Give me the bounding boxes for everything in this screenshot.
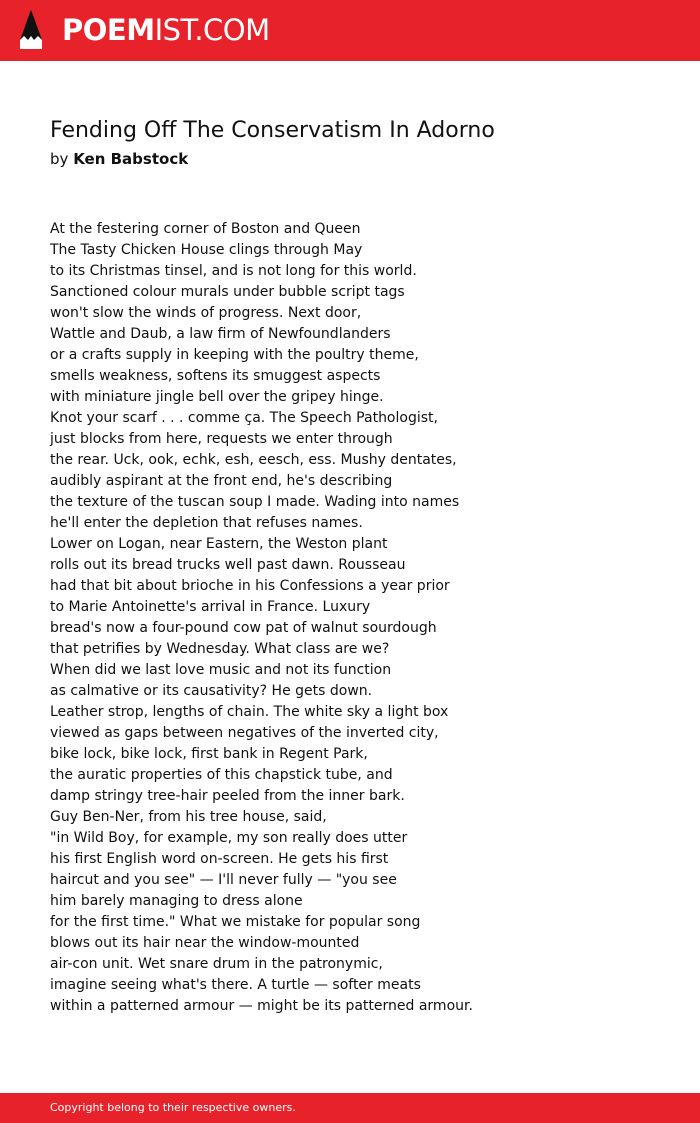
poem-line: "in Wild Boy, for example, my son really does utter [50,830,408,846]
poem-line: just blocks from here, requests we enter through [50,431,393,447]
poem-line: bike lock, bike lock, first bank in Regent Park, [50,746,368,762]
poem-line: Leather strop, lengths of chain. The white sky a light box [50,704,449,720]
poem-line: rolls out its bread trucks well past dawn. Rousseau [50,557,406,573]
poem-line: bread's now a four-pound cow pat of walnut sourdough [50,620,437,636]
poem-line: for the first time." What we mistake for popular song [50,914,421,930]
logo-text-bold: POEM [62,13,155,47]
poem-line: with miniature jingle bell over the gripey hinge. [50,389,384,405]
site-header [0,0,700,61]
poem-line: air-con unit. Wet snare drum in the patronymic, [50,956,383,972]
poem-line: the auratic properties of this chapstick tube, and [50,767,393,783]
poem-byline [50,149,188,169]
site-logo[interactable] [62,12,270,48]
poem-title: Fending Off The Conservatism In Adorno [50,118,495,143]
poem-author: Ken Babstock [73,150,189,168]
poem-line: The Tasty Chicken House clings through May [50,242,363,258]
poem-line: the texture of the tuscan soup I made. Wading into names [50,494,460,510]
poem-line: Knot your scarf . . . comme ça. The Speech Pathologist, [50,410,438,426]
poem-line: Wattle and Daub, a law firm of Newfoundlanders [50,326,391,342]
poem-line: blows out its hair near the window-mounted [50,935,360,951]
poem-line: had that bit about brioche in his Confessions a year prior [50,578,450,594]
poem-line: haircut and you see" — I'll never fully — "you see [50,872,397,888]
poem-line: or a crafts supply in keeping with the poultry theme, [50,347,419,363]
site-footer [0,1093,700,1123]
poem-line: to its Christmas tinsel, and is not long for this world. [50,263,417,279]
footer-copyright: Copyright belong to their respective owners. [50,1101,296,1114]
poem-line: audibly aspirant at the front end, he's describing [50,473,393,489]
poem-line: When did we last love music and not its function [50,662,392,678]
poem-body [50,219,670,1017]
poem-line: within a patterned armour — might be its patterned armour. [50,998,473,1014]
poem-line: his first English word on-screen. He gets his first [50,851,389,867]
pencil-tip-icon[interactable] [18,9,44,51]
poem-line: as calmative or its causativity? He gets down. [50,683,373,699]
poem-line: to Marie Antoinette's arrival in France. Luxury [50,599,371,615]
poem-line: won't slow the winds of progress. Next door, [50,305,362,321]
poem-line: smells weakness, softens its smuggest aspects [50,368,381,384]
poem-line: he'll enter the depletion that refuses names. [50,515,363,531]
poem-line: At the festering corner of Boston and Queen [50,221,361,237]
poem-line: Sanctioned colour murals under bubble script tags [50,284,405,300]
poem-line: viewed as gaps between negatives of the inverted city, [50,725,439,741]
poem-line: Guy Ben-Ner, from his tree house, said, [50,809,327,825]
poem-line: damp stringy tree-hair peeled from the inner bark. [50,788,405,804]
by-label: by [50,150,69,168]
poem-line: the rear. Uck, ook, echk, esh, eesch, ess. Mushy dentates, [50,452,457,468]
logo-text-light: IST.COM [154,13,270,47]
poem-line: him barely managing to dress alone [50,893,303,909]
poem-line: imagine seeing what's there. A turtle — softer meats [50,977,421,993]
poem-line: that petrifies by Wednesday. What class are we? [50,641,390,657]
poem-line: Lower on Logan, near Eastern, the Weston plant [50,536,388,552]
